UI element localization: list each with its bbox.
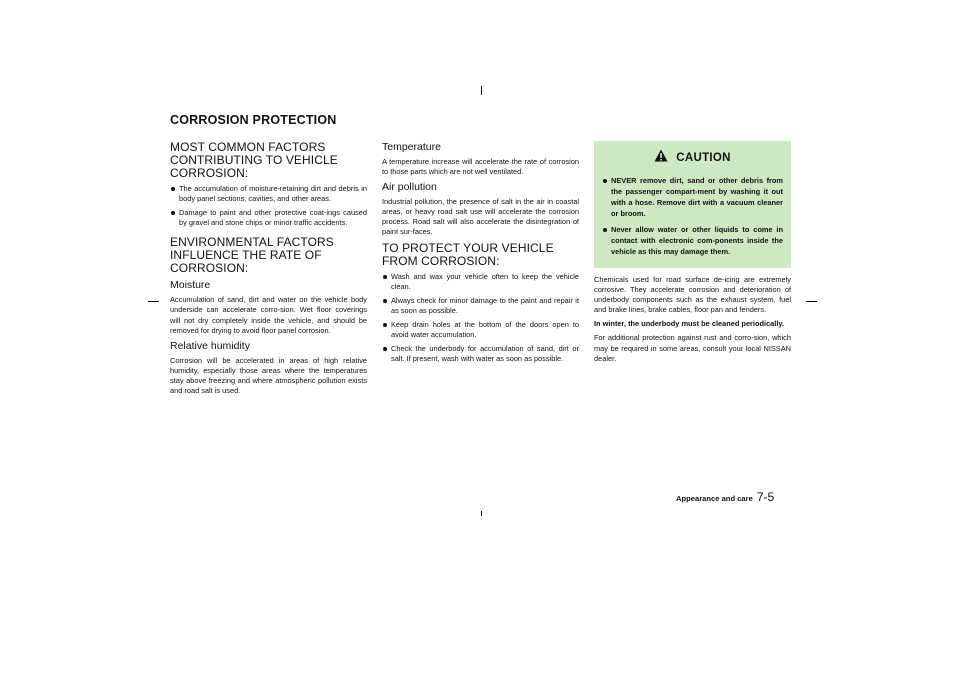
section-title: CORROSION PROTECTION	[170, 113, 337, 127]
paragraph-winter: In winter, the underbody must be cleaned periodically.	[594, 319, 785, 329]
heading-protect-vehicle: TO PROTECT YOUR VEHICLE FROM CORROSION:	[382, 240, 554, 268]
list-item: Check the underbody for accumulation of sand, dirt or salt. If present, wash with water as soon as possible.	[382, 344, 579, 364]
paragraph-chemicals: Chemicals used for road surface de-icing are extremely corrosive. They accelerate corrosion and deterioration of underbody components such as the exhaust system, fuel and brake lines, brake cables, floor pan and fenders.	[594, 275, 791, 315]
heading-air-pollution: Air pollution	[382, 181, 437, 194]
page-number: 7-5	[756, 490, 775, 504]
bullet-icon	[171, 211, 175, 215]
caution-list	[602, 175, 783, 257]
bullet-icon	[383, 275, 387, 279]
column-1	[170, 141, 367, 400]
heading-temperature: Temperature	[382, 141, 441, 153]
heading-environmental-factors: ENVIRONMENTAL FACTORS INFLUENCE THE RATE OF CORROSION:	[170, 235, 334, 276]
crop-mark-top	[481, 86, 482, 95]
crop-mark-right	[806, 301, 817, 302]
paragraph-temperature: A temperature increase will accelerate the rate of corrosion to those parts which are not well ventilated.	[382, 157, 579, 177]
column-2	[382, 141, 579, 368]
heading-relative-humidity: Relative humidity	[170, 339, 250, 352]
factors-list	[170, 184, 367, 228]
paragraph-air-pollution: Industrial pollution, the presence of salt in the air in coastal areas, or heavy road salt use will accelerate the corrosion process. Road salt will also accelerate the disintegration of paint sur-faces.	[382, 197, 579, 237]
page-footer	[676, 490, 774, 504]
caution-box	[594, 141, 791, 268]
bullet-icon	[603, 228, 607, 232]
list-item: The accumulation of moisture-retaining dirt and debris in body panel sections, cavities, and other areas.	[170, 184, 367, 204]
crop-mark-bottom	[481, 511, 482, 516]
crop-mark-left	[148, 301, 159, 302]
paragraph-relative-humidity: Corrosion will be accelerated in areas of high relative humidity, especially those areas where the temperatures stay above freezing and where atmospheric pollution exists and road salt is used.	[170, 355, 367, 396]
heading-moisture: Moisture	[170, 279, 211, 292]
heading-common-factors: MOST COMMON FACTORS CONTRIBUTING TO VEHICLE CORROSION:	[170, 140, 338, 180]
bullet-icon	[383, 323, 387, 327]
bullet-icon	[383, 299, 387, 303]
list-item: Never allow water or other liquids to come in contact with electronic com-ponents inside the vehicle as this may damage them.	[602, 224, 783, 257]
caution-header	[602, 149, 783, 167]
column-3	[594, 141, 791, 368]
list-item: Damage to paint and other protective coat-ings caused by gravel and stone chips or minor traffic accidents.	[170, 208, 367, 228]
list-item: Keep drain holes at the bottom of the doors open to avoid water accumulation.	[382, 320, 579, 340]
bullet-icon	[171, 187, 175, 191]
footer-section-name: Appearance and care	[676, 494, 753, 503]
bullet-icon	[603, 179, 607, 183]
list-item: NEVER remove dirt, sand or other debris from the passenger compart-ment by washing it out with a hose. Remove dirt with a vacuum cleaner or broom.	[602, 175, 783, 219]
list-item: Always check for minor damage to the paint and repair it as soon as possible.	[382, 296, 579, 316]
bullet-icon	[383, 347, 387, 351]
protect-list	[382, 272, 579, 365]
paragraph-moisture: Accumulation of sand, dirt and water on the vehicle body underside can accelerate corro-sion. Wet floor coverings will not dry completely inside the vehicle, and should be removed for drying to avoid floor panel corrosion.	[170, 295, 367, 335]
warning-triangle-icon	[654, 149, 668, 167]
list-item: Wash and wax your vehicle often to keep the vehicle clean.	[382, 272, 579, 292]
caution-title: CAUTION	[676, 152, 731, 164]
paragraph-additional-protection: For additional protection against rust and corro-sion, which may be required in some areas, consult your local NISSAN dealer.	[594, 333, 791, 363]
